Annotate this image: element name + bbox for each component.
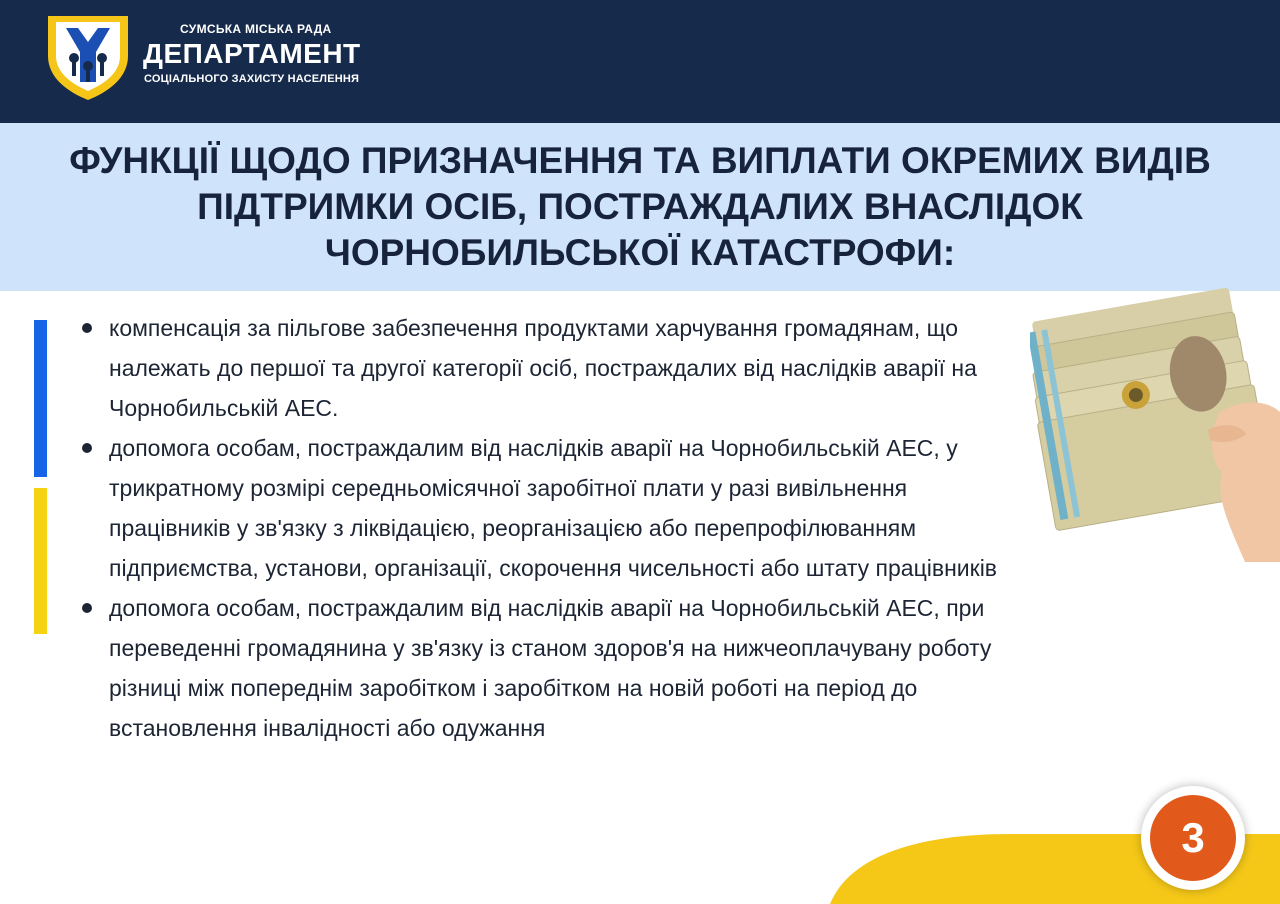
org-subtitle: СОЦІАЛЬНОГО ЗАХИСТУ НАСЕЛЕННЯ <box>144 73 360 85</box>
accent-bar-yellow <box>34 488 47 634</box>
bullet-list <box>80 308 1020 748</box>
org-top-label: СУМСЬКА МІСЬКА РАДА <box>180 22 332 36</box>
org-name: ДЕПАРТАМЕНТ <box>143 38 361 69</box>
list-item <box>80 428 1020 588</box>
accent-bar-blue <box>34 320 47 477</box>
shield-logo-icon <box>44 12 132 102</box>
list-item-text: допомога особам, постраждалим від наслідків аварії на Чорнобильській АЕС, у трикратному розмірі середньомісячної заробітної плати у разі вивільнення працівників у зв'язку з ліквідацією, реорганізацією або перепрофілюванням підприємства, установи, організації, скорочення чисельності або штату працівників <box>109 435 998 581</box>
money-hand-image <box>1030 272 1280 562</box>
list-item <box>80 308 1020 428</box>
list-item-text: компенсація за пільгове забезпечення продуктами харчування громадянам, що належать до першої та другої категорії осіб, постраждалих від наслідків аварії на Чорнобильській АЕС. <box>109 315 977 421</box>
list-item <box>80 588 1020 748</box>
list-item-text: допомога особам, постраждалим від наслідків аварії на Чорнобильській АЕС, при переведенні громадянина у зв'язку із станом здоров'я на нижчеоплачувану роботу різниці між попереднім заробітком і заробітком на новій роботі на період до встановлення інвалідності або одужання <box>109 595 992 741</box>
header-bar <box>0 0 1280 123</box>
page-title: ФУНКЦІЇ ЩОДО ПРИЗНАЧЕННЯ ТА ВИПЛАТИ ОКРЕМИХ ВИДІВ ПІДТРИМКИ ОСІБ, ПОСТРАЖДАЛИХ ВНАСЛІДОК ЧОРНОБИЛЬСЬКОЇ КАТАСТРОФИ: <box>69 140 1211 273</box>
bullet-icon <box>82 443 92 453</box>
bullet-icon <box>82 603 92 613</box>
page-number-badge: 3 <box>1150 795 1236 881</box>
bullet-icon <box>82 323 92 333</box>
